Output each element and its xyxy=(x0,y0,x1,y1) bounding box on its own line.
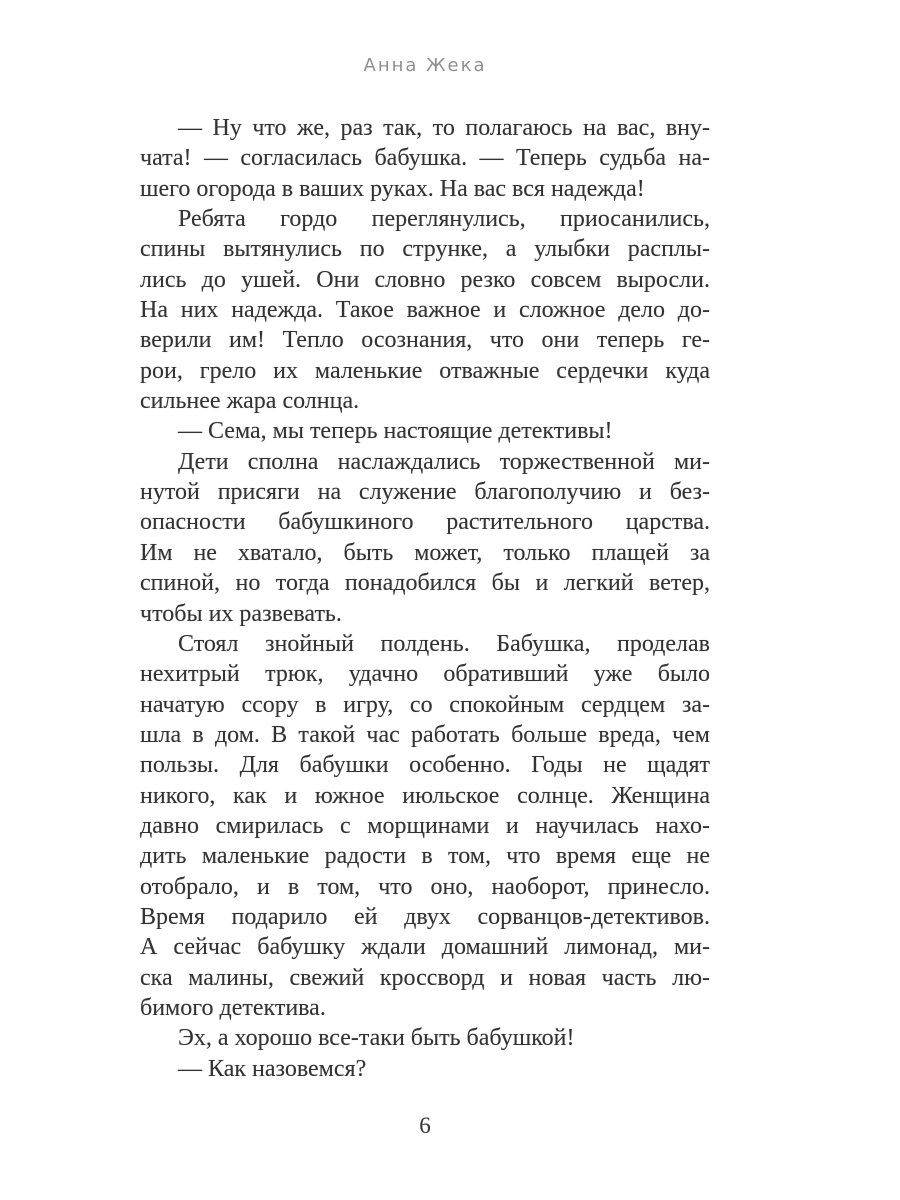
running-header: Анна Жека xyxy=(363,55,487,76)
text-line: Ребята гордо переглянулись, приосанились, xyxy=(178,206,710,233)
text-line: верили им! Тепло осознания, что они теперь ге- xyxy=(140,327,710,354)
paragraph xyxy=(140,1023,710,1053)
text-line: — Как назовемся? xyxy=(178,1055,367,1082)
text-line: давно смирилась с морщинами и научилась нахо- xyxy=(140,812,710,839)
page-number: 6 xyxy=(419,1113,431,1138)
text-line: отобрало, и в том, что оно, наоборот, принесло. xyxy=(140,873,710,900)
text-line: нутой присяги на служение благополучию и без- xyxy=(140,479,710,506)
text-line: Им не хватало, быть может, только плащей за xyxy=(140,539,710,566)
text-line: чтобы их развевать. xyxy=(140,600,342,627)
text-line: нехитрый трюк, удачно обративший уже было xyxy=(140,661,710,688)
text-line: — Ну что же, раз так, то полагаюсь на вас, вну- xyxy=(178,115,710,141)
text-line: шла в дом. В такой час работать больше вреда, чем xyxy=(140,721,710,748)
text-line: Дети сполна наслаждались торжественной ми- xyxy=(178,448,710,475)
text-line: На них надежда. Такое важное и сложное дело до- xyxy=(140,297,710,324)
text-line: опасности бабушкиного растительного царства. xyxy=(140,509,710,536)
text-line: шего огорода в ваших руках. На вас вся надежда! xyxy=(140,175,645,202)
text-line: лись до ушей. Они словно резко совсем выросли. xyxy=(140,266,710,293)
text-line: чата! — согласилась бабушка. — Теперь судьба на- xyxy=(140,145,710,172)
text-line: спины вытянулись по струнке, а улыбки расплы- xyxy=(140,236,710,263)
paragraph xyxy=(140,447,710,629)
text-line: ска малины, свежий кроссворд и новая часть лю- xyxy=(140,964,710,991)
paragraph xyxy=(140,629,710,1023)
paragraph xyxy=(140,1054,710,1084)
text-line: Эх, а хорошо все-таки быть бабушкой! xyxy=(178,1025,575,1052)
paragraph xyxy=(140,416,710,446)
text-line: бимого детектива. xyxy=(140,994,326,1021)
text-line: — Сема, мы теперь настоящие детективы! xyxy=(178,418,613,445)
text-block xyxy=(140,113,710,1084)
paragraph xyxy=(140,204,710,416)
text-line: пользы. Для бабушки особенно. Годы не щадят xyxy=(140,752,710,779)
text-line: Время подарило ей двух сорванцов-детективов. xyxy=(140,903,710,930)
paragraph xyxy=(140,113,710,204)
text-line: Стоял знойный полдень. Бабушка, проделав xyxy=(178,630,710,657)
text-line: дить маленькие радости в том, что время еще не xyxy=(140,843,710,870)
text-line: никого, как и южное июльское солнце. Женщина xyxy=(140,782,710,809)
text-line: начатую ссору в игру, со спокойным сердцем за- xyxy=(140,691,710,718)
text-line: спиной, но тогда понадобился бы и легкий ветер, xyxy=(140,570,710,597)
text-line: рои, грело их маленькие отважные сердечки куда xyxy=(140,357,710,384)
text-line: А сейчас бабушку ждали домашний лимонад, ми- xyxy=(140,934,710,961)
text-line: сильнее жара солнца. xyxy=(140,388,360,415)
